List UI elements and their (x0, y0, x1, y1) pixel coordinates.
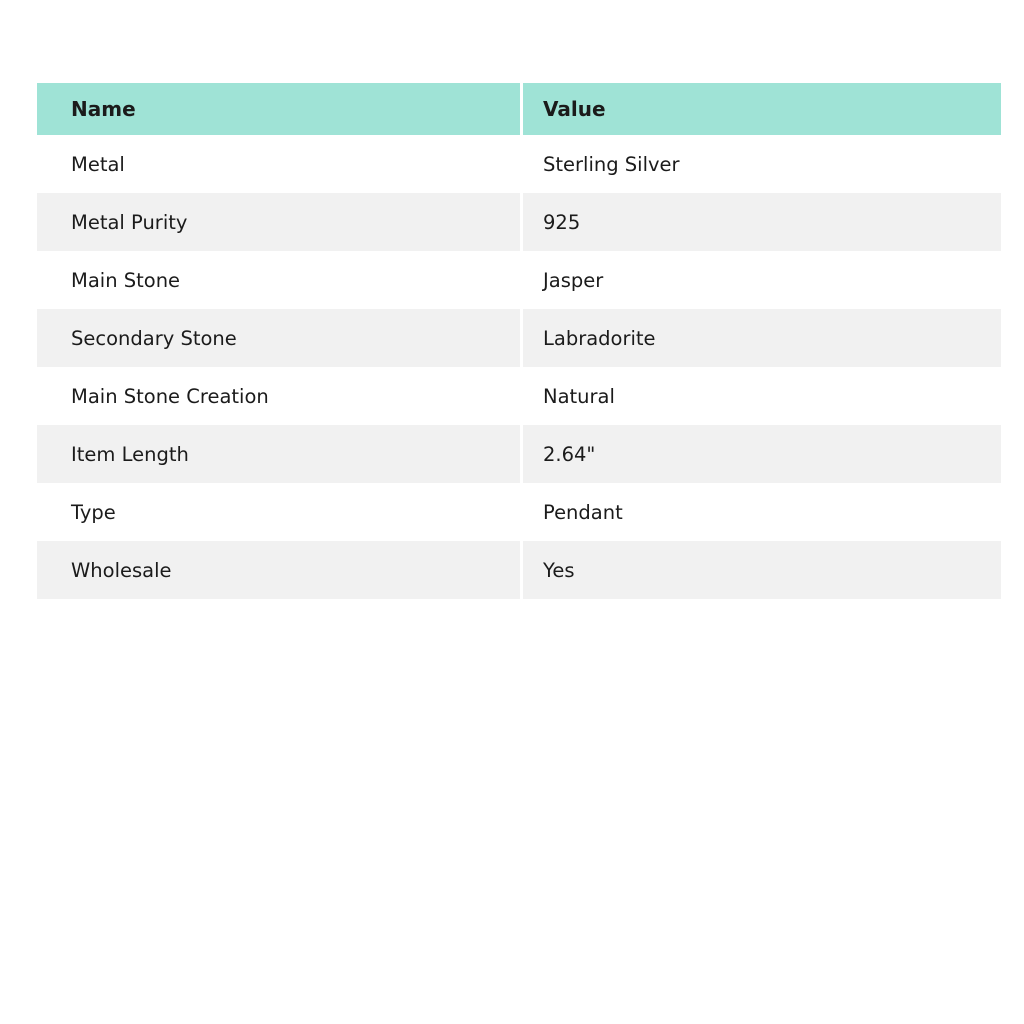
column-header-name: Name (37, 83, 523, 135)
attribute-name-cell: Main Stone (37, 251, 523, 309)
attribute-name-cell: Metal Purity (37, 193, 523, 251)
table-row (37, 309, 1001, 367)
table-row (37, 135, 1001, 193)
table-row (37, 483, 1001, 541)
attribute-value-cell: Jasper (523, 251, 1001, 309)
attribute-value-cell: Yes (523, 541, 1001, 599)
attribute-value-cell: Natural (523, 367, 1001, 425)
attribute-name-cell: Main Stone Creation (37, 367, 523, 425)
table-row (37, 251, 1001, 309)
item-specifics-table (37, 83, 1001, 599)
table-row (37, 193, 1001, 251)
attribute-value-cell: Labradorite (523, 309, 1001, 367)
column-header-value: Value (523, 83, 1001, 135)
attribute-name-cell: Type (37, 483, 523, 541)
attribute-value-cell: Pendant (523, 483, 1001, 541)
table-row (37, 425, 1001, 483)
attribute-value-cell: 2.64" (523, 425, 1001, 483)
table-row (37, 367, 1001, 425)
header-row (37, 83, 1001, 135)
attribute-name-cell: Secondary Stone (37, 309, 523, 367)
attribute-value-cell: Sterling Silver (523, 135, 1001, 193)
attribute-value-cell: 925 (523, 193, 1001, 251)
attribute-name-cell: Wholesale (37, 541, 523, 599)
table-row (37, 541, 1001, 599)
attribute-name-cell: Metal (37, 135, 523, 193)
attribute-name-cell: Item Length (37, 425, 523, 483)
